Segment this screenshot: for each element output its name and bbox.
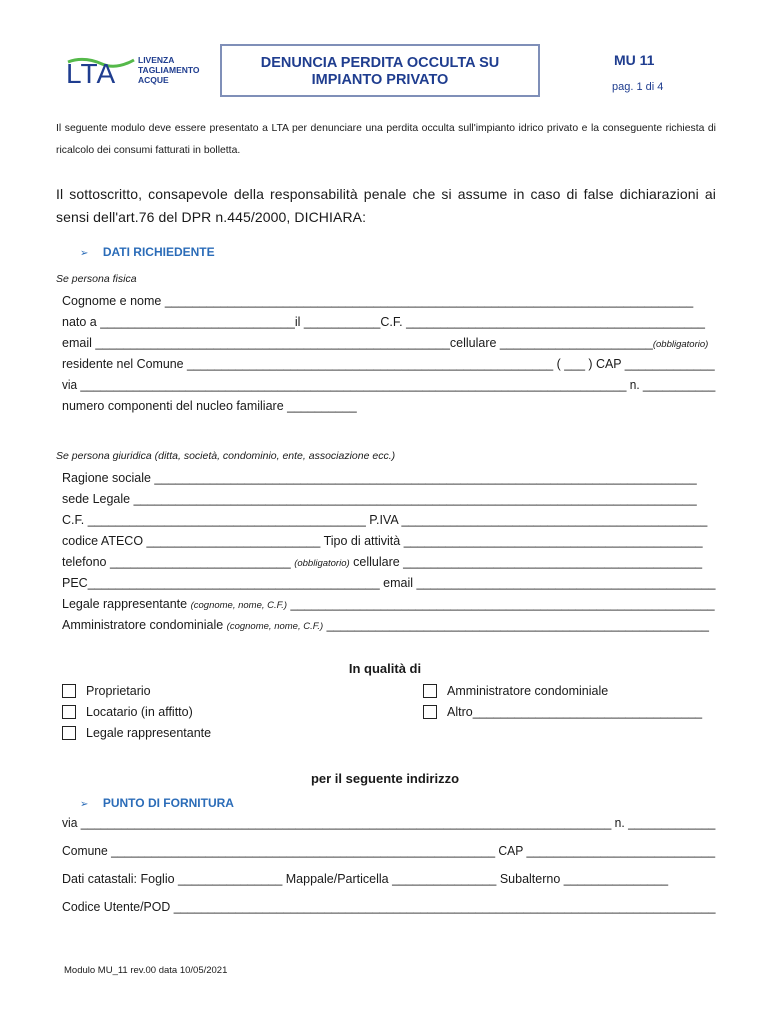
- field-nucleo-familiare[interactable]: numero componenti del nucleo familiare __________: [62, 399, 357, 413]
- field-cellulare-text: cellulare ___________________________________________: [353, 555, 703, 569]
- logo-line3: ACQUE: [138, 75, 169, 85]
- field-ragione-sociale[interactable]: Ragione sociale ______________________________________________________________________________: [62, 471, 697, 485]
- checkbox-box[interactable]: [423, 705, 437, 719]
- page-number: pag. 1 di 4: [612, 81, 664, 93]
- field-cognome-nome[interactable]: Cognome e nome ____________________________________________________________________________: [62, 294, 694, 308]
- field-ateco-attivita[interactable]: codice ATECO _________________________ Tipo di attività ___________________________________________: [62, 534, 703, 548]
- field-nascita-cf[interactable]: nato a ____________________________il ___________C.F. ___________________________________________: [62, 315, 706, 329]
- field-telefono-text: telefono __________________________: [62, 555, 291, 569]
- field-amministratore[interactable]: [62, 618, 709, 632]
- declaration-text: Il sottoscritto, consapevole della responsabilità penale che si assume in caso di false dichiarazioni ai sensi dell'art.76 del DPR n.445/2000, DICHIARA:: [56, 186, 716, 225]
- field-codice-utente[interactable]: Codice Utente/POD _______________________________________________________________________________: [62, 900, 716, 914]
- checkbox-box[interactable]: [62, 726, 76, 740]
- footer-text: Modulo MU_11 rev.00 data 10/05/2021: [64, 965, 228, 976]
- section-dati-richiedente: [80, 243, 215, 261]
- document-title-line1: DENUNCIA PERDITA OCCULTA SU: [260, 55, 500, 71]
- field-telefono-cellulare[interactable]: [62, 555, 702, 569]
- section-punto-fornitura: [80, 794, 234, 812]
- indirizzo-title: per il seguente indirizzo: [310, 771, 460, 786]
- checkbox-box[interactable]: [423, 684, 437, 698]
- field-email-cellulare[interactable]: [62, 336, 708, 350]
- section-title: DATI RICHIEDENTE: [102, 245, 215, 259]
- checkbox-label: Proprietario: [86, 684, 151, 698]
- legale-rapp-line: _____________________________________________________________: [290, 597, 715, 611]
- amministratore-label: Amministratore condominiale: [62, 618, 224, 632]
- logo-line2: TAGLIAMENTO: [138, 65, 200, 75]
- amministratore-hint: (cognome, nome, C.F.): [226, 621, 324, 632]
- checkbox-label: Locatario (in affitto): [86, 705, 193, 719]
- checkbox-label: Altro_________________________________: [447, 705, 703, 719]
- checkbox-label: Amministratore condominiale: [447, 684, 609, 698]
- field-legale-rappresentante[interactable]: [62, 597, 715, 611]
- checkbox-box[interactable]: [62, 684, 76, 698]
- obbligatorio-note: (obbligatorio): [652, 339, 709, 350]
- field-cf-piva[interactable]: C.F. ________________________________________ P.IVA ____________________________________________: [62, 513, 708, 527]
- field-fornitura-comune[interactable]: Comune _________________________________________________________ CAP ____________________________: [62, 844, 716, 858]
- arrow-icon: ➢: [80, 799, 89, 810]
- field-dati-catastali[interactable]: Dati catastali: Foglio _______________ Mappale/Particella _______________ Subalterno _______________: [62, 872, 669, 886]
- field-sede-legale[interactable]: sede Legale _________________________________________________________________________________: [62, 492, 697, 506]
- obbligatorio-note: (obbligatorio): [294, 558, 350, 569]
- amministratore-line: _______________________________________________________: [326, 618, 709, 632]
- field-residenza[interactable]: residente nel Comune _____________________________________________________ ( ___ ) CAP _____________: [62, 357, 715, 371]
- field-email-cellulare-text: email ___________________________________________________cellulare ______________________: [62, 336, 653, 350]
- legale-rapp-label: Legale rappresentante: [62, 597, 188, 611]
- form-code: MU 11: [614, 52, 655, 68]
- field-fornitura-via[interactable]: via _______________________________________________________________________________ n. _____________: [62, 816, 716, 830]
- section-title: PUNTO DI FORNITURA: [102, 796, 234, 810]
- company-logo: [64, 50, 214, 95]
- qualita-title: In qualità di: [348, 661, 422, 676]
- checkbox-label: Legale rappresentante: [86, 726, 212, 740]
- field-via[interactable]: via ___________________________________________________________________________________ n. ___________: [62, 378, 716, 392]
- legale-rapp-hint: (cognome, nome, C.F.): [190, 600, 288, 611]
- document-title-line2: IMPIANTO PRIVATO: [311, 72, 449, 88]
- checkbox-box[interactable]: [62, 705, 76, 719]
- field-pec-email[interactable]: PEC__________________________________________ email ___________________________________________: [62, 576, 716, 590]
- persona-giuridica-label: Se persona giuridica (ditta, società, condominio, ente, associazione ecc.): [56, 450, 396, 462]
- arrow-icon: ➢: [80, 248, 89, 259]
- persona-fisica-label: Se persona fisica: [56, 273, 137, 285]
- logo-line1: LIVENZA: [138, 55, 175, 65]
- logo-mark: LTA: [66, 58, 117, 89]
- intro-text: Il seguente modulo deve essere presentato a LTA per denunciare una perdita occulta sull'impianto idrico privato e la conseguente richiesta di ricalcolo dei consumi fatturati in bolletta.: [56, 123, 716, 156]
- document-title-box: [220, 44, 540, 97]
